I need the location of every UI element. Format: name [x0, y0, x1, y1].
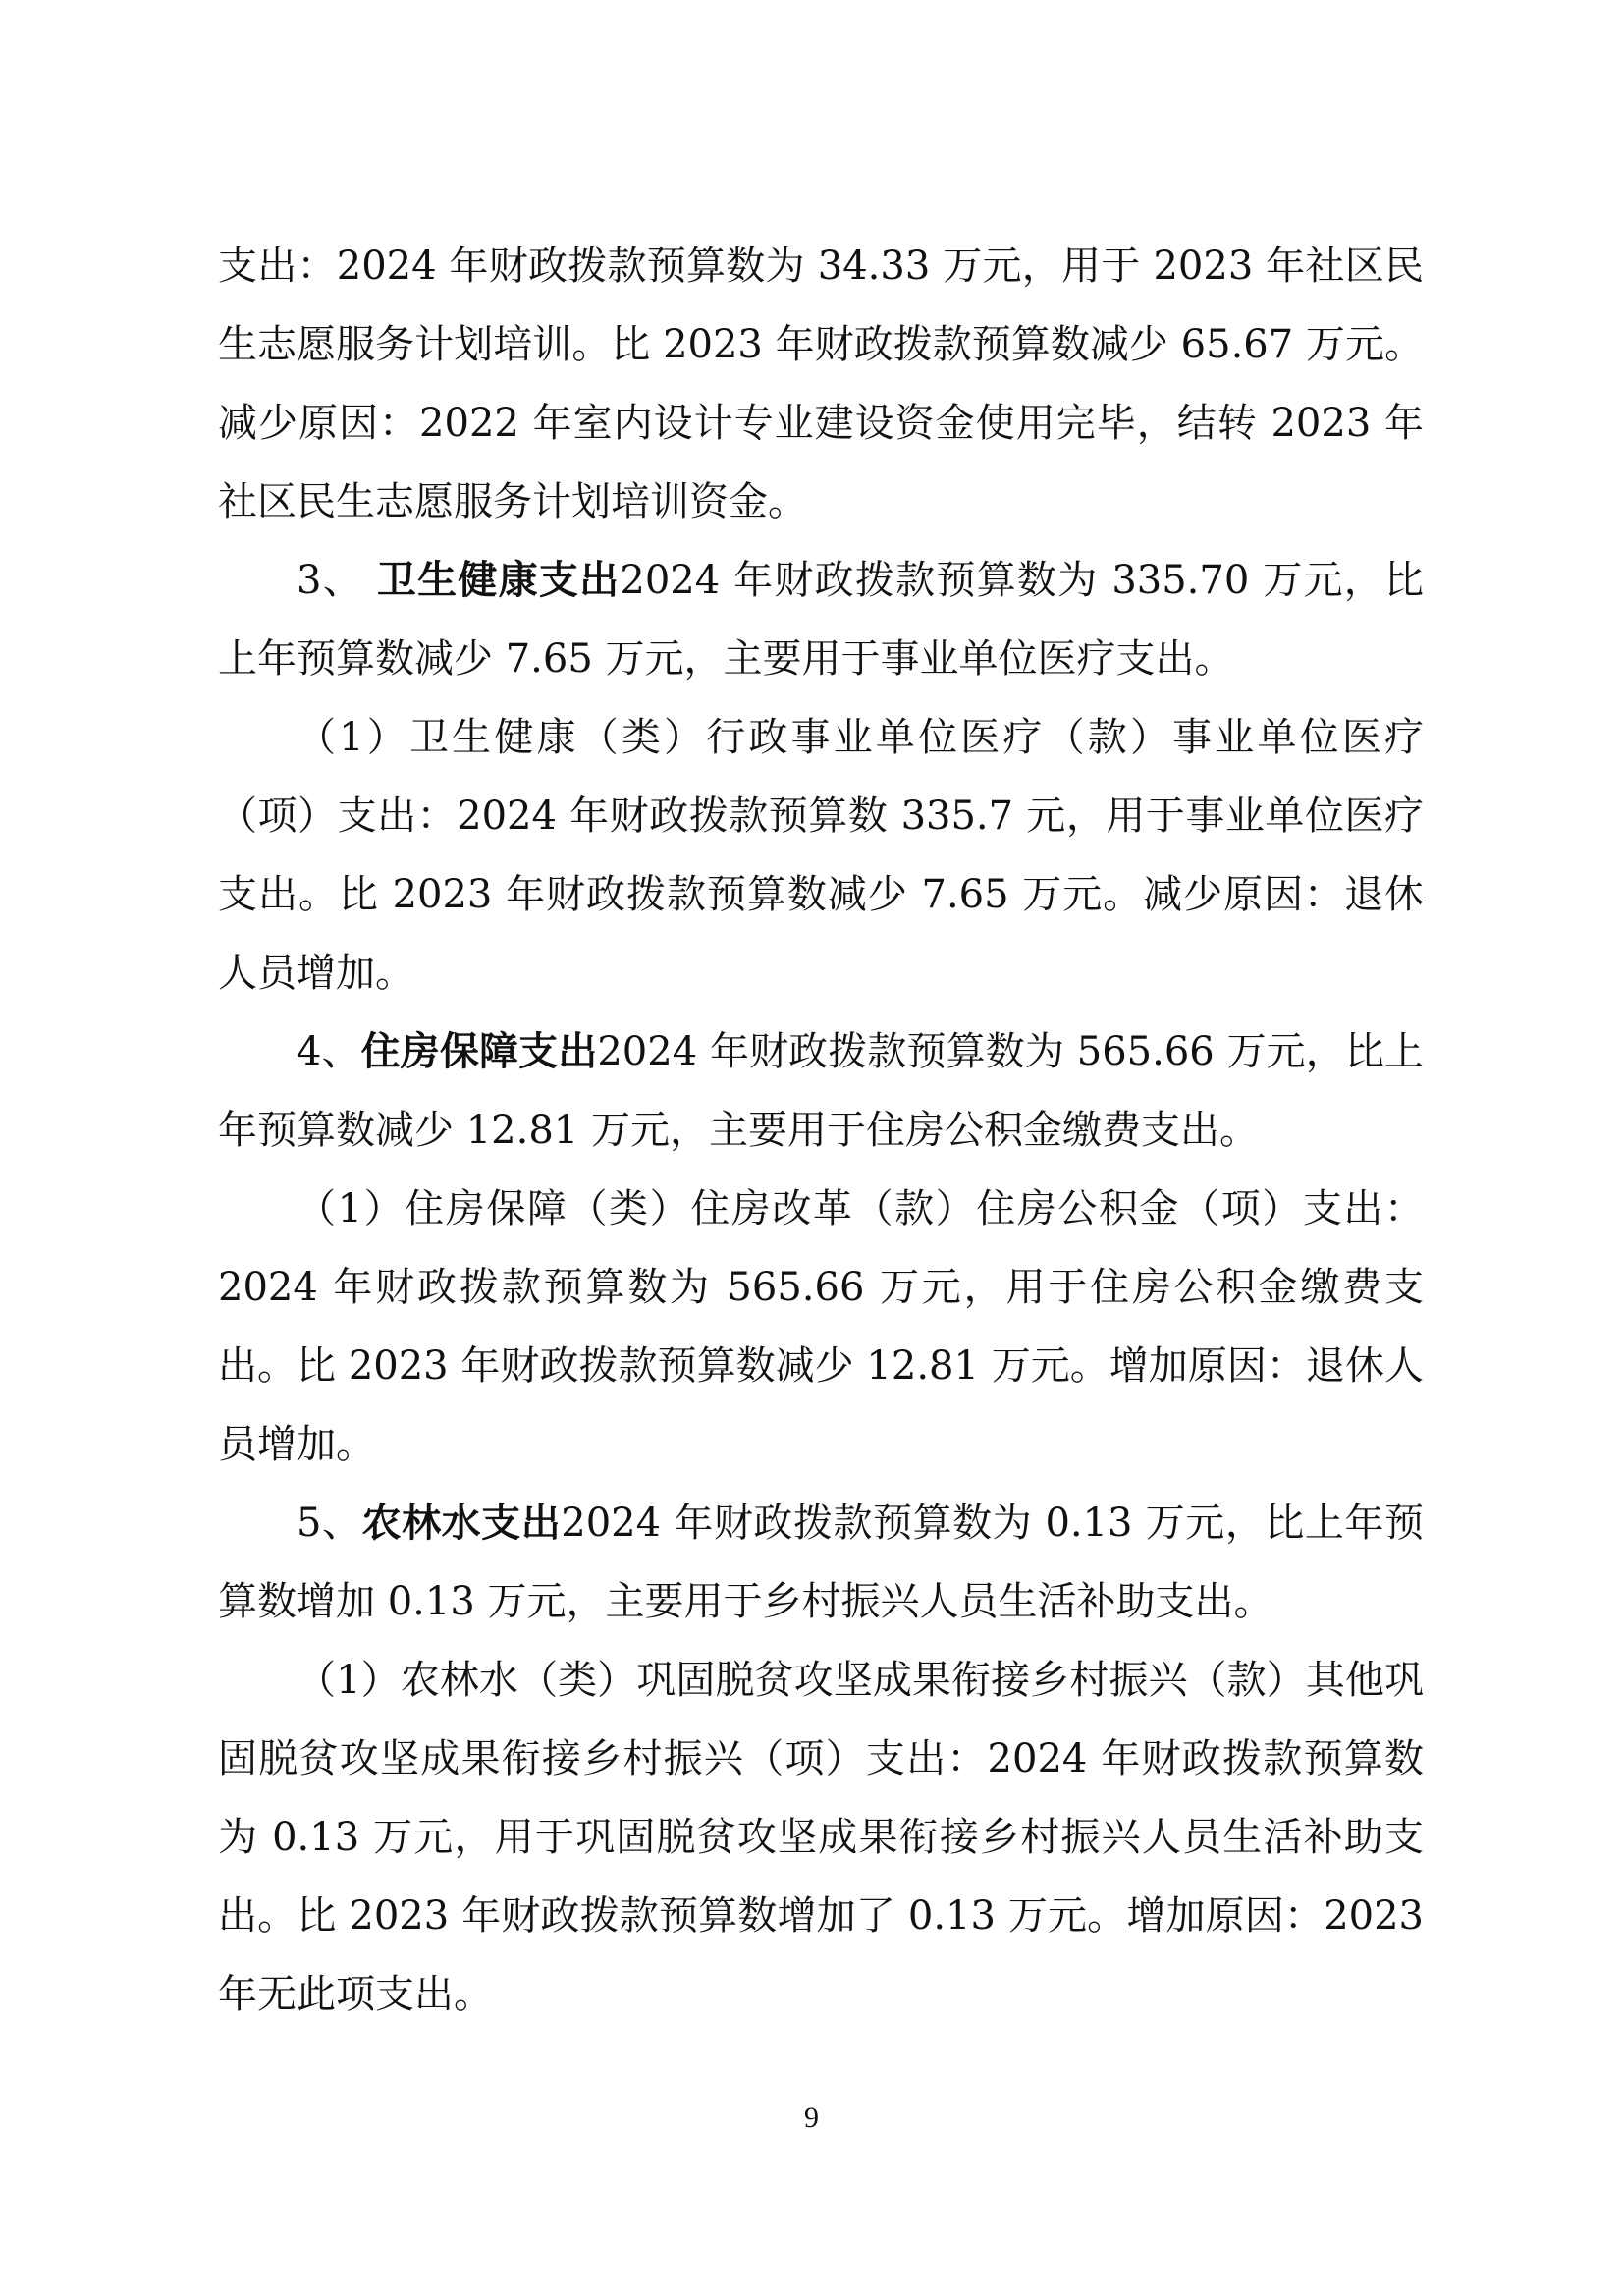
- paragraph-housing-expenditure: [218, 1012, 1424, 1170]
- paragraph-text: 支出：2024 年财政拨款预算数为 34.33 万元，用于 2023 年社区民生志愿服务计划培训。比 2023 年财政拨款预算数减少 65.67 万元。减少原因：2022 年室内设计专业建设资金使用完毕，结转 2023 年社区民生志愿服务计划培训资金。: [218, 244, 1424, 524]
- item-number: 3、: [297, 558, 377, 603]
- paragraph-agriculture-detail: [218, 1641, 1424, 2034]
- section-heading: 住房保障支出: [360, 1029, 598, 1074]
- paragraph-text: （1）住房保障（类）住房改革（款）住房公积金（项）支出：2024 年财政拨款预算数为 565.66 万元，用于住房公积金缴费支出。比 2023 年财政拨款预算数减少 12.81 万元。增加原因：退休人员增加。: [218, 1186, 1424, 1467]
- paragraph-housing-detail: [218, 1170, 1424, 1484]
- paragraph-health-expenditure: [218, 541, 1424, 698]
- paragraph-health-detail: [218, 698, 1424, 1012]
- item-number: 4、: [297, 1029, 361, 1074]
- document-body: [218, 227, 1424, 2034]
- page-number: 9: [804, 2102, 819, 2134]
- paragraph-text: （1）农林水（类）巩固脱贫攻坚成果衔接乡村振兴（款）其他巩固脱贫攻坚成果衔接乡村振兴（项）支出：2024 年财政拨款预算数为 0.13 万元，用于巩固脱贫攻坚成果衔接乡村振兴人员生活补助支出。比 2023 年财政拨款预算数增加了 0.13 万元。增加原因：2023 年无此项支出。: [218, 1658, 1424, 2017]
- item-number: 5、: [297, 1501, 362, 1546]
- section-heading: 卫生健康支出: [376, 558, 621, 603]
- paragraph-agriculture-expenditure: [218, 1484, 1424, 1641]
- paragraph-text: 2024 年财政拨款预算数为 565.66 万元，比上年预算数减少 12.81 万元，主要用于住房公积金缴费支出。: [218, 1029, 1425, 1153]
- paragraph-continuation: [218, 227, 1424, 541]
- paragraph-text: 2024 年财政拨款预算数为 335.70 万元，比上年预算数减少 7.65 万元，主要用于事业单位医疗支出。: [218, 558, 1424, 682]
- paragraph-text: （1）卫生健康（类）行政事业单位医疗（款）事业单位医疗（项）支出：2024 年财政拨款预算数 335.7 元，用于事业单位医疗支出。比 2023 年财政拨款预算数减少 7.65 万元。减少原因：退休人员增加。: [218, 715, 1424, 996]
- paragraph-text: 2024 年财政拨款预算数为 0.13 万元，比上年预算数增加 0.13 万元，主要用于乡村振兴人员生活补助支出。: [218, 1501, 1425, 1624]
- section-heading: 农林水支出: [361, 1501, 562, 1546]
